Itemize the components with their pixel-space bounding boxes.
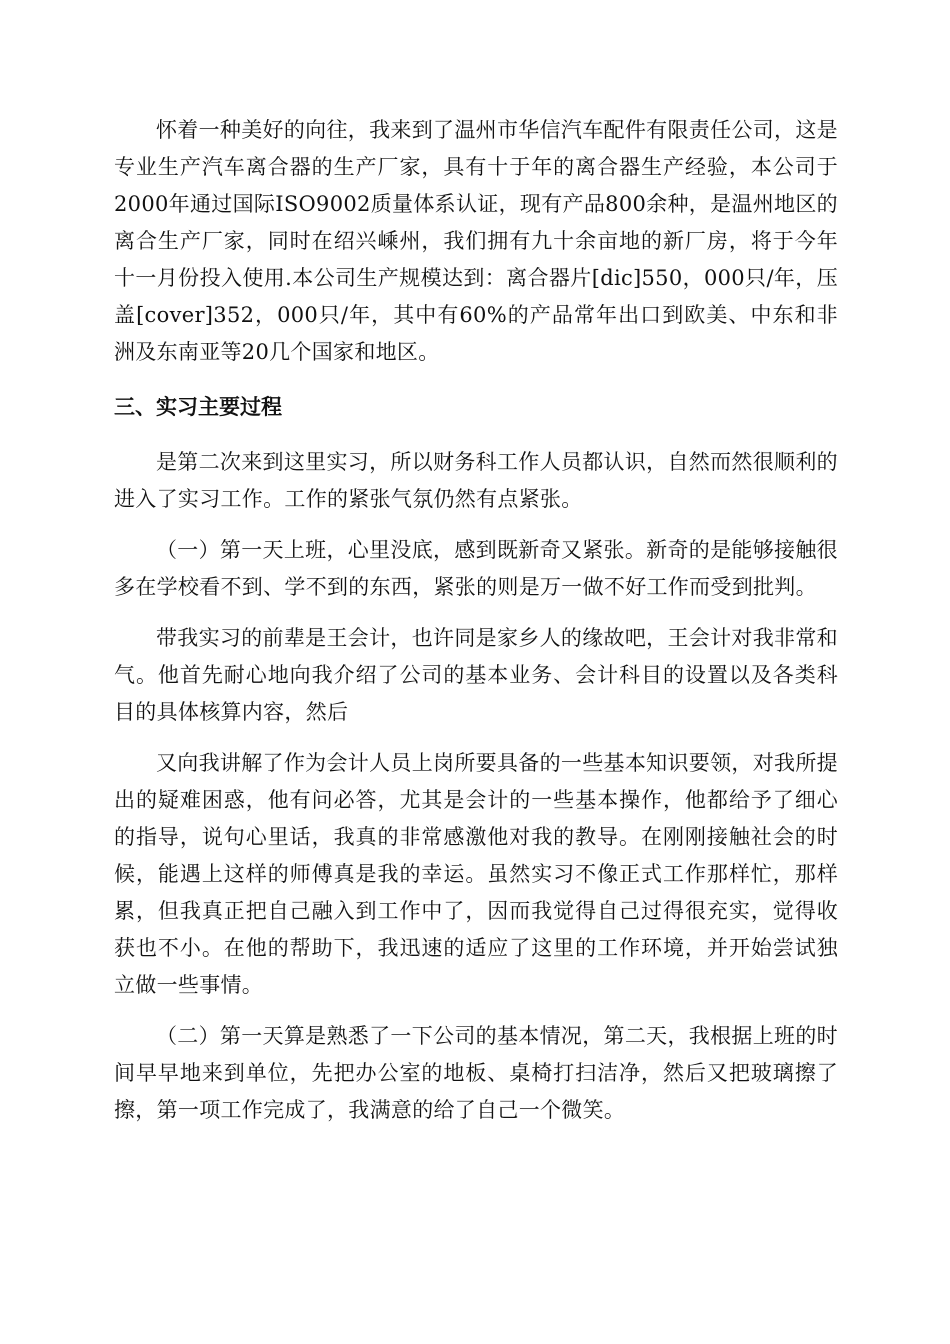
document-page xyxy=(114,112,838,1129)
mentor-paragraph: 带我实习的前辈是王会计，也许同是家乡人的缘故吧，王会计对我非常和气。他首先耐心地向我介绍了公司的基本业务、会计科目的设置以及各类科目的具体核算内容，然后 xyxy=(114,626,838,724)
section-heading: 三、实习主要过程 xyxy=(114,395,282,419)
internship-intro-paragraph: 是第二次来到这里实习，所以财务科工作人员都认识，自然而然很顺利的进入了实习工作。工作的紧张气氛仍然有点紧张。 xyxy=(114,450,838,511)
guidance-paragraph: 又向我讲解了作为会计人员上岗所要具备的一些基本知识要领，对我所提出的疑难困惑，他有问必答，尤其是会计的一些基本操作，他都给予了细心的指导，说句心里话，我真的非常感激他对我的教导。在刚刚接触社会的时候，能遇上这样的师傅真是我的幸运。虽然实习不像正式工作那样忙，那样累，但我真正把自己融入到工作中了，因而我觉得自己过得很充实，觉得收获也不小。在他的帮助下，我迅速的适应了这里的工作环境，并开始尝试独立做一些事情。 xyxy=(114,751,838,997)
company-intro-paragraph: 怀着一种美好的向往，我来到了温州市华信汽车配件有限责任公司，这是专业生产汽车离合器的生产厂家，具有十于年的离合器生产经验，本公司于2000年通过国际ISO9002质量体系认证，现有产品800余种，是温州地区的离合生产厂家，同时在绍兴嵊州，我们拥有九十余亩地的新厂房，将于今年十一月份投入使用.本公司生产规模达到：离合器片[dic]550，000只/年，压盖[cover]352，000只/年，其中有60%的产品常年出口到欧美、中东和非洲及东南亚等20几个国家和地区。 xyxy=(114,118,838,364)
second-day-paragraph: （二）第一天算是熟悉了一下公司的基本情况，第二天，我根据上班的时间早早地来到单位，先把办公室的地板、桌椅打扫洁净，然后又把玻璃擦了擦，第一项工作完成了，我满意的给了自己一个微笑。 xyxy=(114,1024,838,1122)
first-day-paragraph: （一）第一天上班，心里没底，感到既新奇又紧张。新奇的是能够接触很多在学校看不到、学不到的东西，紧张的则是万一做不好工作而受到批判。 xyxy=(114,538,838,599)
